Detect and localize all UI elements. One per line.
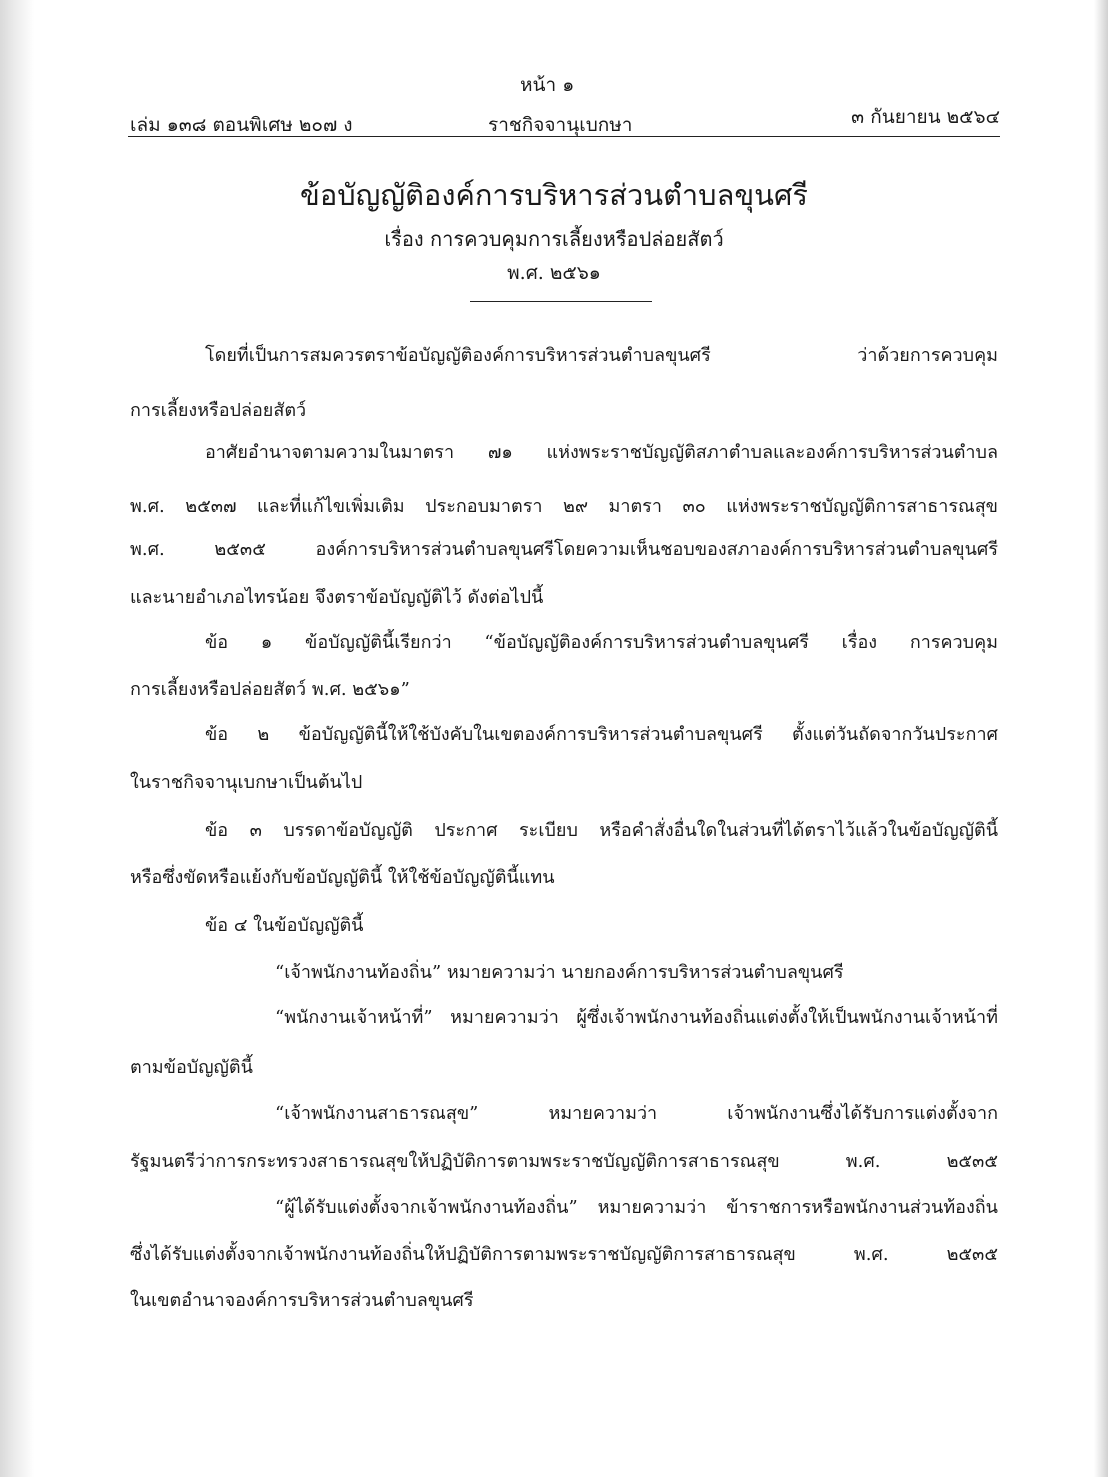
definition-line: ตามข้อบัญญัตินี้ [130,1057,253,1078]
body-line: อาศัยอำนาจตามความในมาตรา ๗๑ แห่งพระราชบัญญัติสภาตำบลและองค์การบริหารส่วนตำบล [205,442,998,463]
publication-name: ราชกิจจานุเบกษา [488,114,633,136]
definition-line: “เจ้าพนักงานท้องถิ่น” หมายความว่า นายกองค์การบริหารส่วนตำบลขุนศรี [275,962,844,983]
publication-date: ๓ กันยายน ๒๕๖๔ [851,106,1000,128]
body-line: ในราชกิจจานุเบกษาเป็นต้นไป [130,772,363,793]
body-line: การเลี้ยงหรือปล่อยสัตว์ [130,400,307,421]
definition-line: ในเขตอำนาจองค์การบริหารส่วนตำบลขุนศรี [130,1290,474,1311]
title-divider [470,301,652,302]
volume-info: เล่ม ๑๓๘ ตอนพิเศษ ๒๐๗ ง [130,114,353,136]
document-subtitle: เรื่อง การควบคุมการเลี้ยงหรือปล่อยสัตว์ [384,227,724,251]
body-line: การเลี้ยงหรือปล่อยสัตว์ พ.ศ. ๒๕๖๑” [130,679,410,700]
body-line: หรือซึ่งขัดหรือแย้งกับข้อบัญญัตินี้ ให้ใช้ข้อบัญญัตินี้แทน [130,867,555,888]
scan-left-edge-shadow [0,0,34,1477]
definition-line: ซึ่งได้รับแต่งตั้งจากเจ้าพนักงานท้องถิ่นให้ปฏิบัติการตามพระราชบัญญัติการสาธารณสุข พ.ศ. ๒๕๓๕ [130,1244,998,1265]
definition-line: “ผู้ได้รับแต่งตั้งจากเจ้าพนักงานท้องถิ่น” หมายความว่า ข้าราชการหรือพนักงานส่วนท้องถิ่น [275,1197,998,1218]
body-line: ข้อ ๒ ข้อบัญญัตินี้ให้ใช้บังคับในเขตองค์การบริหารส่วนตำบลขุนศรี ตั้งแต่วันถัดจากวันประกาศ [205,724,998,745]
scan-right-edge-shadow [1094,0,1108,1477]
body-line: พ.ศ. ๒๕๓๗ และที่แก้ไขเพิ่มเติม ประกอบมาตรา ๒๙ มาตรา ๓๐ แห่งพระราชบัญญัติการสาธารณสุข [130,496,998,517]
body-line: ข้อ ๓ บรรดาข้อบัญญัติ ประกาศ ระเบียบ หรือคำสั่งอื่นใดในส่วนที่ได้ตราไว้แล้วในข้อบัญญัตินี้ [205,820,998,841]
definition-line: รัฐมนตรีว่าการกระทรวงสาธารณสุขให้ปฏิบัติการตามพระราชบัญญัติการสาธารณสุข พ.ศ. ๒๕๓๕ [130,1151,998,1172]
definition-line: “พนักงานเจ้าหน้าที่” หมายความว่า ผู้ซึ่งเจ้าพนักงานท้องถิ่นแต่งตั้งให้เป็นพนักงานเจ้าหน้าที่ [275,1007,998,1028]
body-line: ข้อ ๔ ในข้อบัญญัตินี้ [205,915,364,936]
body-line: ข้อ ๑ ข้อบัญญัตินี้เรียกว่า “ข้อบัญญัติองค์การบริหารส่วนตำบลขุนศรี เรื่อง การควบคุม [205,632,998,653]
body-line: และนายอำเภอไทรน้อย จึงตราข้อบัญญัติไว้ ดังต่อไปนี้ [130,587,544,608]
body-line: พ.ศ. ๒๕๓๕ องค์การบริหารส่วนตำบลขุนศรีโดยความเห็นชอบของสภาองค์การบริหารส่วนตำบลขุนศรี [130,539,998,560]
document-year: พ.ศ. ๒๕๖๑ [507,262,601,284]
header-rule [128,136,1000,137]
page-number: หน้า ๑ [520,74,575,96]
document-title: ข้อบัญญัติองค์การบริหารส่วนตำบลขุนศรี [300,178,808,212]
definition-line: “เจ้าพนักงานสาธารณสุข” หมายความว่า เจ้าพนักงานซึ่งได้รับการแต่งตั้งจาก [275,1103,998,1124]
body-line: โดยที่เป็นการสมควรตราข้อบัญญัติองค์การบริหารส่วนตำบลขุนศรี ว่าด้วยการควบคุม [205,345,998,366]
